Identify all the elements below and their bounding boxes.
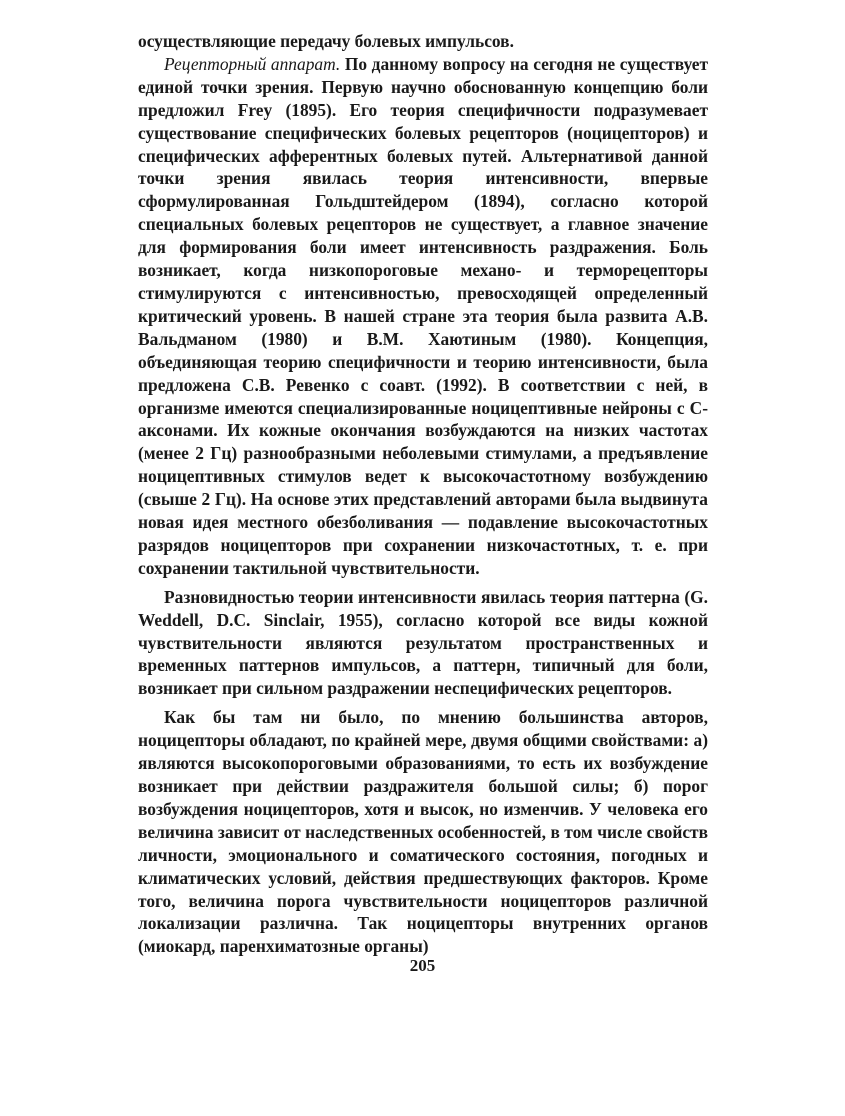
paragraph-text: Как бы там ни было, по мнению большинства авторов, ноцицепторы обладают, по крайней мере, двумя общими свойствами: а) являются высокопороговыми образованиями, то есть их возбуждение возникает при действии раздражителя большой силы; б) порог возбуждения ноцицепторов, хотя и высок, но изменчив. У человека его величина зависит от наследственных особенностей, в том числе свойств личности, эмоционального и соматического состояния, погодных и климатических условий, действия предшествующих факторов. Кроме того, величина порога чувствительности ноцицепторов различной локализации различна. Так ноцицепторы внутренних органов (миокард, паренхиматозные органы)	[138, 707, 708, 957]
page-number: 205	[409, 956, 436, 975]
paragraph-text: осуществляющие передачу болевых импульсов.	[138, 31, 514, 51]
paragraph-continuation	[138, 30, 708, 53]
paragraph-receptor-apparatus	[138, 53, 708, 580]
paragraph-nociceptor-properties	[138, 706, 708, 958]
section-term: Рецепторный аппарат.	[164, 53, 341, 74]
page-body	[138, 30, 708, 958]
paragraph-text: По данному вопросу на сегодня не существует единой точки зрения. Первую научно обоснованную концепцию боли предложил Frey (1895). Его теория специфичности подразумевает существование специфических болевых рецепторов (ноцицепторов) и специфических афферентных болевых путей. Альтернативой данной точки зрения явилась теория интенсивности, впервые сформулированная Гольдштейдером (1894), согласно которой специальных болевых рецепторов не существует, а главное значение для формирования боли имеет интенсивность раздражения. Боль возникает, когда низкопороговые механо- и терморецепторы стимулируются с интенсивностью, превосходящей определенный критический уровень. В нашей стране эта теория была развита А.В. Вальдманом (1980) и В.М. Хаютиным (1980). Концепция, объединяющая теорию специфичности и теорию интенсивности, была предложена С.В. Ревенко с соавт. (1992). В соответствии с ней, в организме имеются специализированные ноцицептивные нейроны с С-аксонами. Их кожные окончания возбуждаются на низких частотах (менее 2 Гц) разнообразными неболевыми стимулами, а предъявление ноцицептивных стимулов ведет к высокочастотному возбуждению (свыше 2 Гц). На основе этих представлений авторами была выдвинута новая идея местного обезболивания — подавление высокочастотных разрядов ноцицепторов при сохранении низкочастотных, т. е. при сохранении тактильной чувствительности.	[138, 53, 708, 578]
paragraph-pattern-theory	[138, 586, 708, 701]
paragraph-text: Разновидностью теории интенсивности явилась теория паттерна (G. Weddell, D.C. Sinclair, 1955), согласно которой все виды кожной чувствительности являются результатом пространственных и временных паттернов импульсов, а паттерн, типичный для боли, возникает при сильном раздражении неспецифических рецепторов.	[138, 586, 708, 699]
